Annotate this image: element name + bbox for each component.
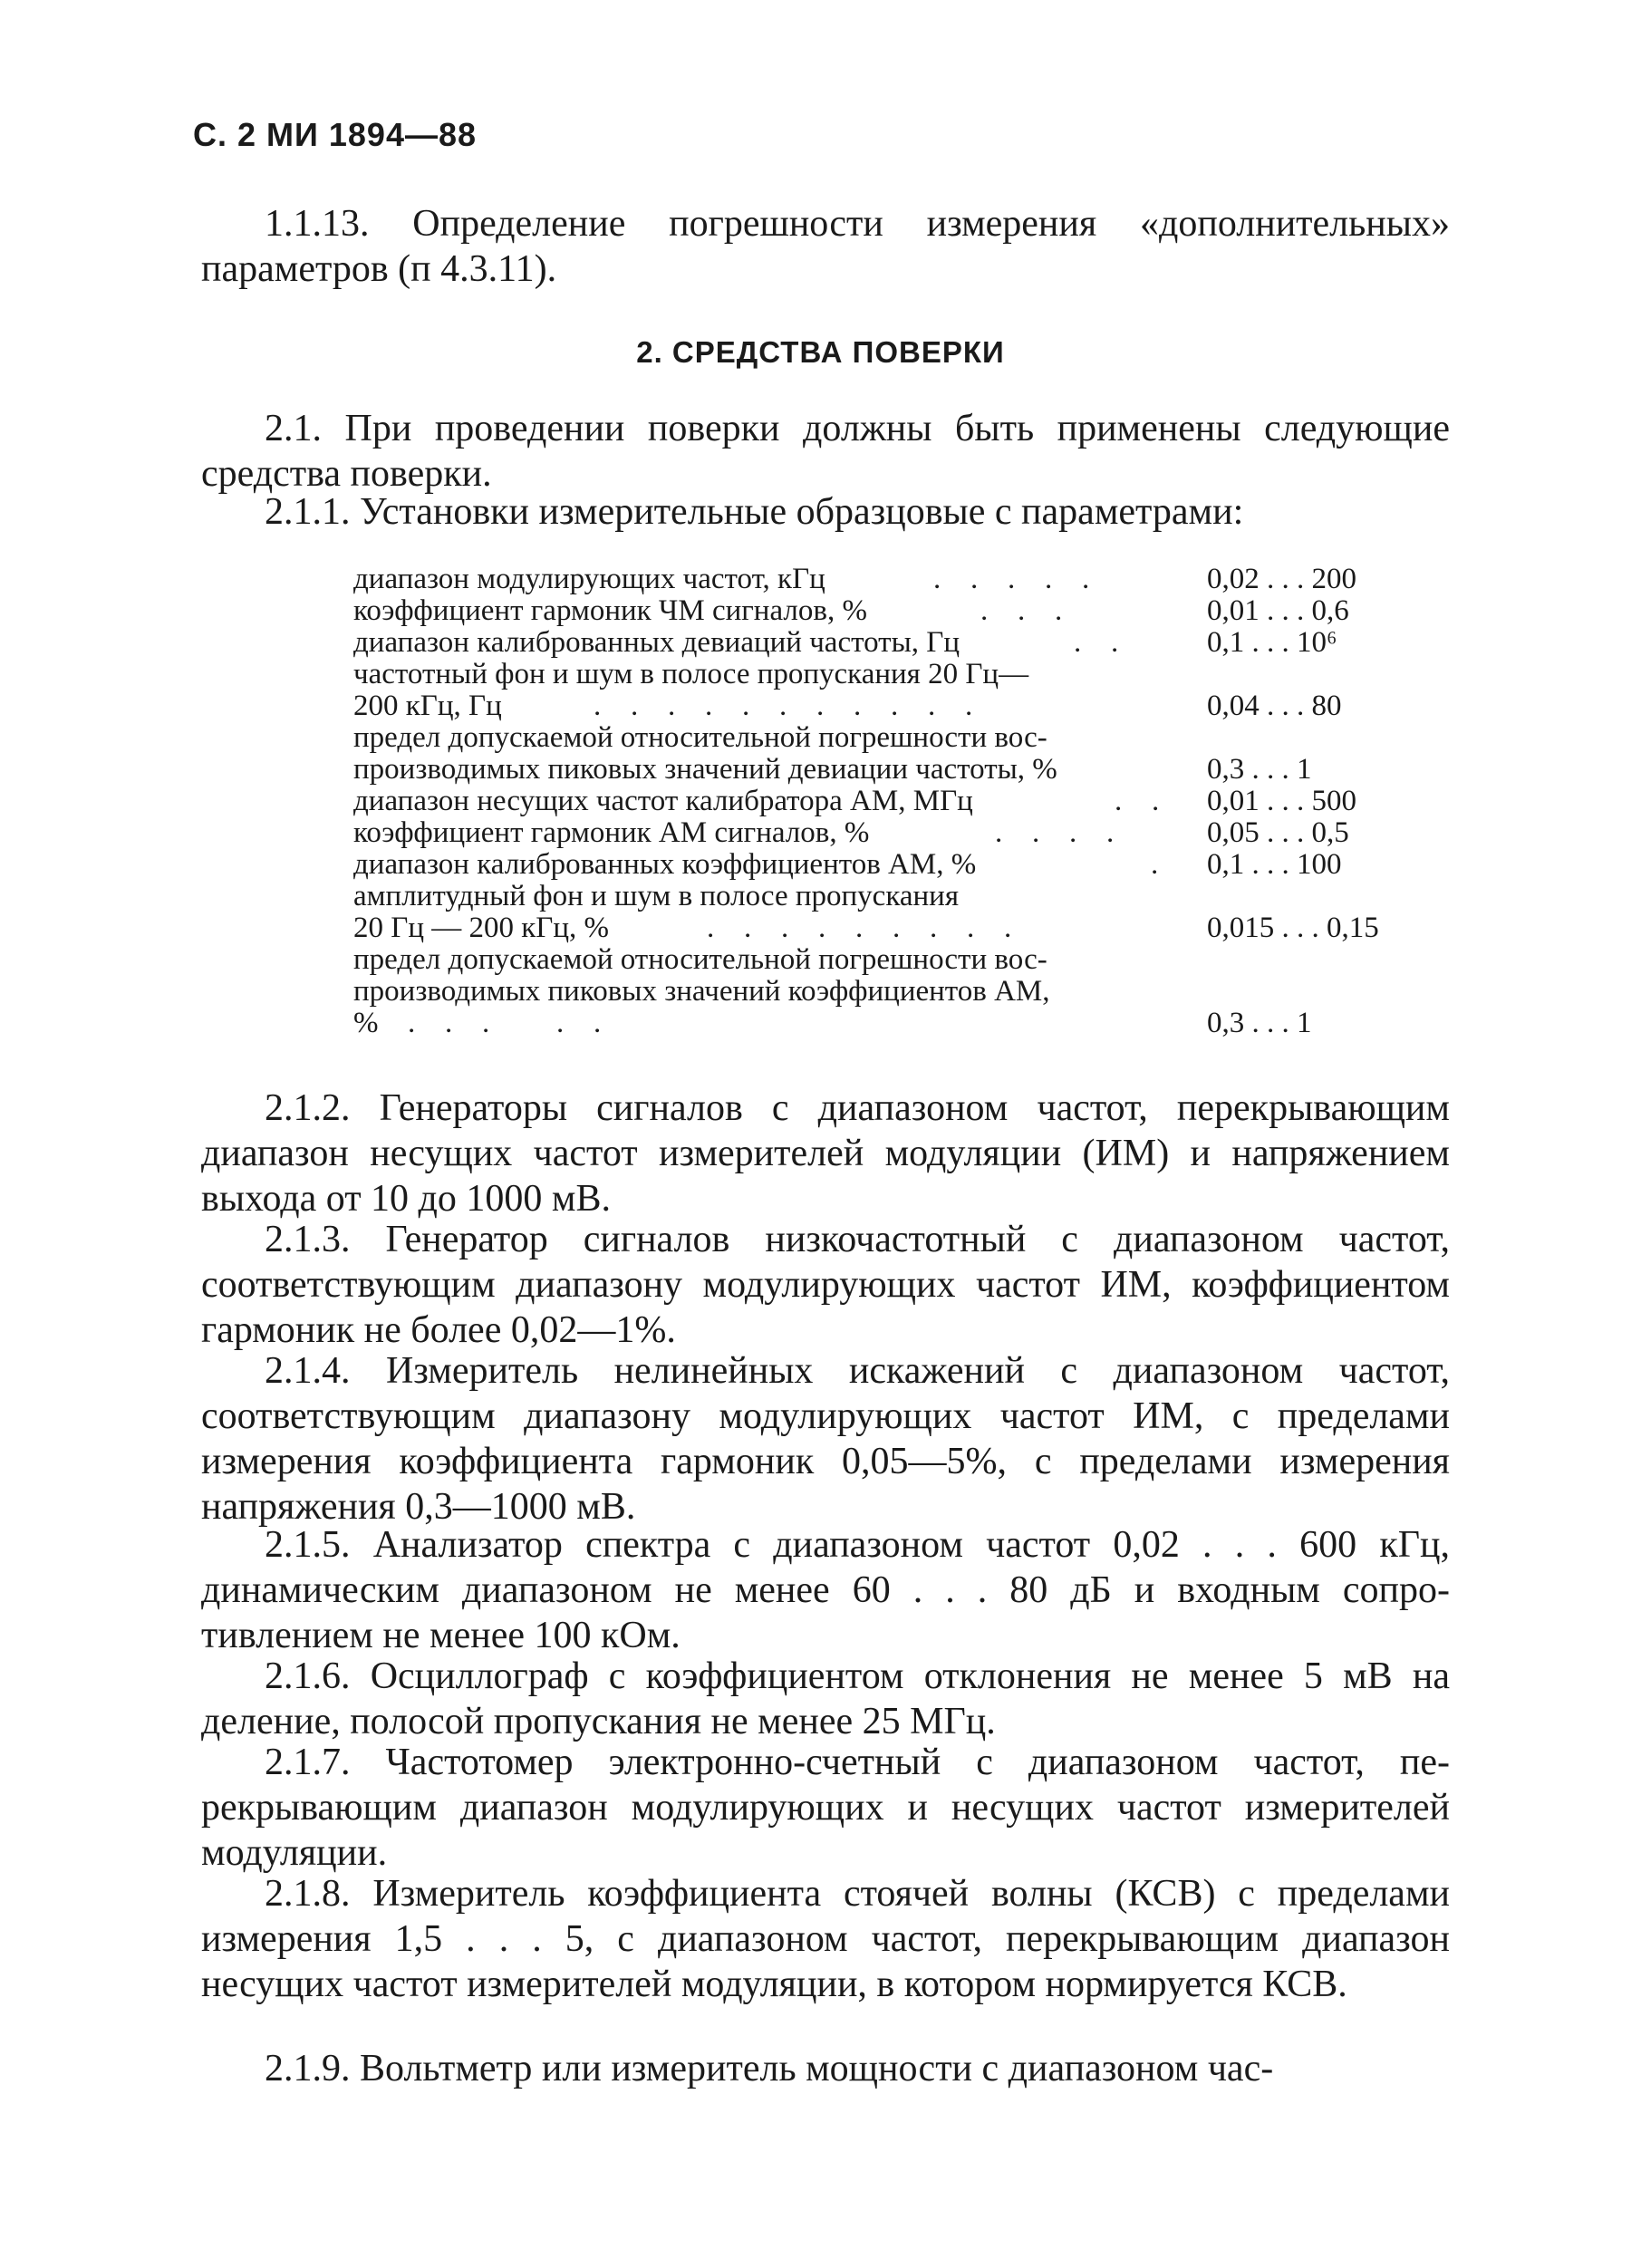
param-row <box>353 786 1432 817</box>
param-row <box>353 564 1432 595</box>
param-label: % <box>353 1007 379 1039</box>
param-value: 0,1 . . . 100 <box>1207 848 1342 881</box>
paragraph-1-1-13: 1.1.13. Определение погрешности измерения «дополнительных» параметров (п 4.3.11). <box>201 203 1450 290</box>
param-value: 0,05 . . . 0,5 <box>1207 816 1349 849</box>
param-row <box>353 754 1432 786</box>
leader-dots: . . . . <box>995 816 1116 849</box>
param-label: предел допускаемой относительной погрешности вос- <box>353 721 1047 754</box>
param-row <box>353 1008 1432 1039</box>
param-row <box>353 881 1432 912</box>
param-label: 200 кГц, Гц <box>353 690 502 722</box>
param-label: диапазон несущих частот калибратора АМ, МГц <box>353 785 973 817</box>
param-value: 0,01 . . . 500 <box>1207 785 1356 817</box>
param-label: коэффициент гармоник АМ сигналов, % <box>353 816 870 849</box>
param-label: производимых пиковых значений коэффициентов АМ, <box>353 975 1050 1008</box>
param-label: диапазон калиброванных коэффициентов АМ, % <box>353 848 977 881</box>
paragraph-2-1-2: 2.1.2. Генераторы сигналов с диапазоном частот, перекрывающим диапазон несущих частот измерителей модуляции (ИМ) и напряжением выхода от 10 до 1000 мВ. <box>201 1087 1450 1220</box>
param-value: 0,02 . . . 200 <box>1207 563 1356 595</box>
param-label: производимых пиковых значений девиации частоты, % <box>353 753 1057 786</box>
leader-dots: . <box>1151 848 1161 881</box>
param-row <box>353 944 1432 976</box>
param-row <box>353 912 1432 944</box>
paragraph-2-1-3: 2.1.3. Генератор сигналов низкочастотный с диапазоном частот, соответствующим диапазону модулирующих частот ИМ, коэффициентом гармоник не более 0,02—1%. <box>201 1219 1450 1351</box>
paragraph-2-1-6: 2.1.6. Осциллограф с коэффициентом отклонения не менее 5 мВ на деление, полосой пропускания не менее 25 МГц. <box>201 1655 1450 1742</box>
section-title: 2. СРЕДСТВА ПОВЕРКИ <box>636 335 1005 369</box>
paragraph-2-1-1: 2.1.1. Установки измерительные образцовые с параметрами: <box>265 491 1244 533</box>
param-row <box>353 690 1432 722</box>
param-label: предел допускаемой относительной погрешности вос- <box>353 943 1047 976</box>
param-label: диапазон модулирующих частот, кГц <box>353 563 825 595</box>
leader-dots: . . <box>1074 626 1121 659</box>
paragraph-2-1-7: 2.1.7. Частотомер электронно-счетный с диапазоном частот, перекрывающим диапазон модулирующих и несущих частот измерителей модуляции. <box>201 1742 1450 1874</box>
parameters-list <box>353 564 1432 1039</box>
param-row <box>353 659 1432 690</box>
param-label: коэффициент гармоник ЧМ сигналов, % <box>353 594 867 627</box>
paragraph-2-1-5: 2.1.5. Анализатор спектра с диапазоном частот 0,02 . . . 600 кГц, динамическим диапазоном не менее 60 . . . 80 дБ и входным сопротивлением не менее 100 кОм. <box>201 1524 1450 1656</box>
param-value: 0,04 . . . 80 <box>1207 690 1342 722</box>
leader-dots: . . <box>1115 785 1162 817</box>
leader-dots: . . . . . . . . . . . <box>594 690 975 722</box>
param-value: 0,1 . . . 10⁶ <box>1207 626 1337 659</box>
param-value: 0,3 . . . 1 <box>1207 753 1312 786</box>
param-value: 0,3 . . . 1 <box>1207 1007 1312 1039</box>
param-row <box>353 817 1432 849</box>
param-label: 20 Гц — 200 кГц, % <box>353 912 609 944</box>
leader-dots: . . . . . <box>933 563 1092 595</box>
leader-dots: . . . <box>980 594 1065 627</box>
param-label: диапазон калиброванных девиаций частоты, Гц <box>353 626 960 659</box>
param-row <box>353 976 1432 1008</box>
paragraph-2-1-4: 2.1.4. Измеритель нелинейных искажений с диапазоном частот, соответствующим диапазону модулирующих частот ИМ, с пределами измерения коэффициента гармоник 0,05—5%, с пределами измерения напряжения 0,3—1000 мВ. <box>201 1350 1450 1528</box>
param-value: 0,01 . . . 0,6 <box>1207 594 1349 627</box>
param-label: амплитудный фон и шум в полосе пропускания <box>353 880 960 912</box>
leader-dots: . . . . . . . . . <box>707 912 1014 944</box>
param-value: 0,015 . . . 0,15 <box>1207 912 1379 944</box>
param-row <box>353 722 1432 754</box>
param-row <box>353 849 1432 881</box>
paragraph-2-1: 2.1. При проведении поверки должны быть применены следующие средства поверки. <box>201 408 1450 495</box>
param-row <box>353 595 1432 627</box>
page-header: С. 2 МИ 1894—88 <box>193 116 478 153</box>
param-label: частотный фон и шум в полосе пропускания 20 Гц— <box>353 658 1029 690</box>
leader-dots: . . . . . <box>408 1007 603 1039</box>
paragraph-2-1-9: 2.1.9. Вольтметр или измеритель мощности с диапазоном час- <box>265 2048 1274 2089</box>
param-row <box>353 627 1432 659</box>
paragraph-2-1-8: 2.1.8. Измеритель коэффициента стоячей волны (КСВ) с пределами измерения 1,5 . . . 5, с диапазоном частот, перекрывающим диапазон несущих частот измерителей модуляции, в котором нормируется КСВ. <box>201 1873 1450 2005</box>
